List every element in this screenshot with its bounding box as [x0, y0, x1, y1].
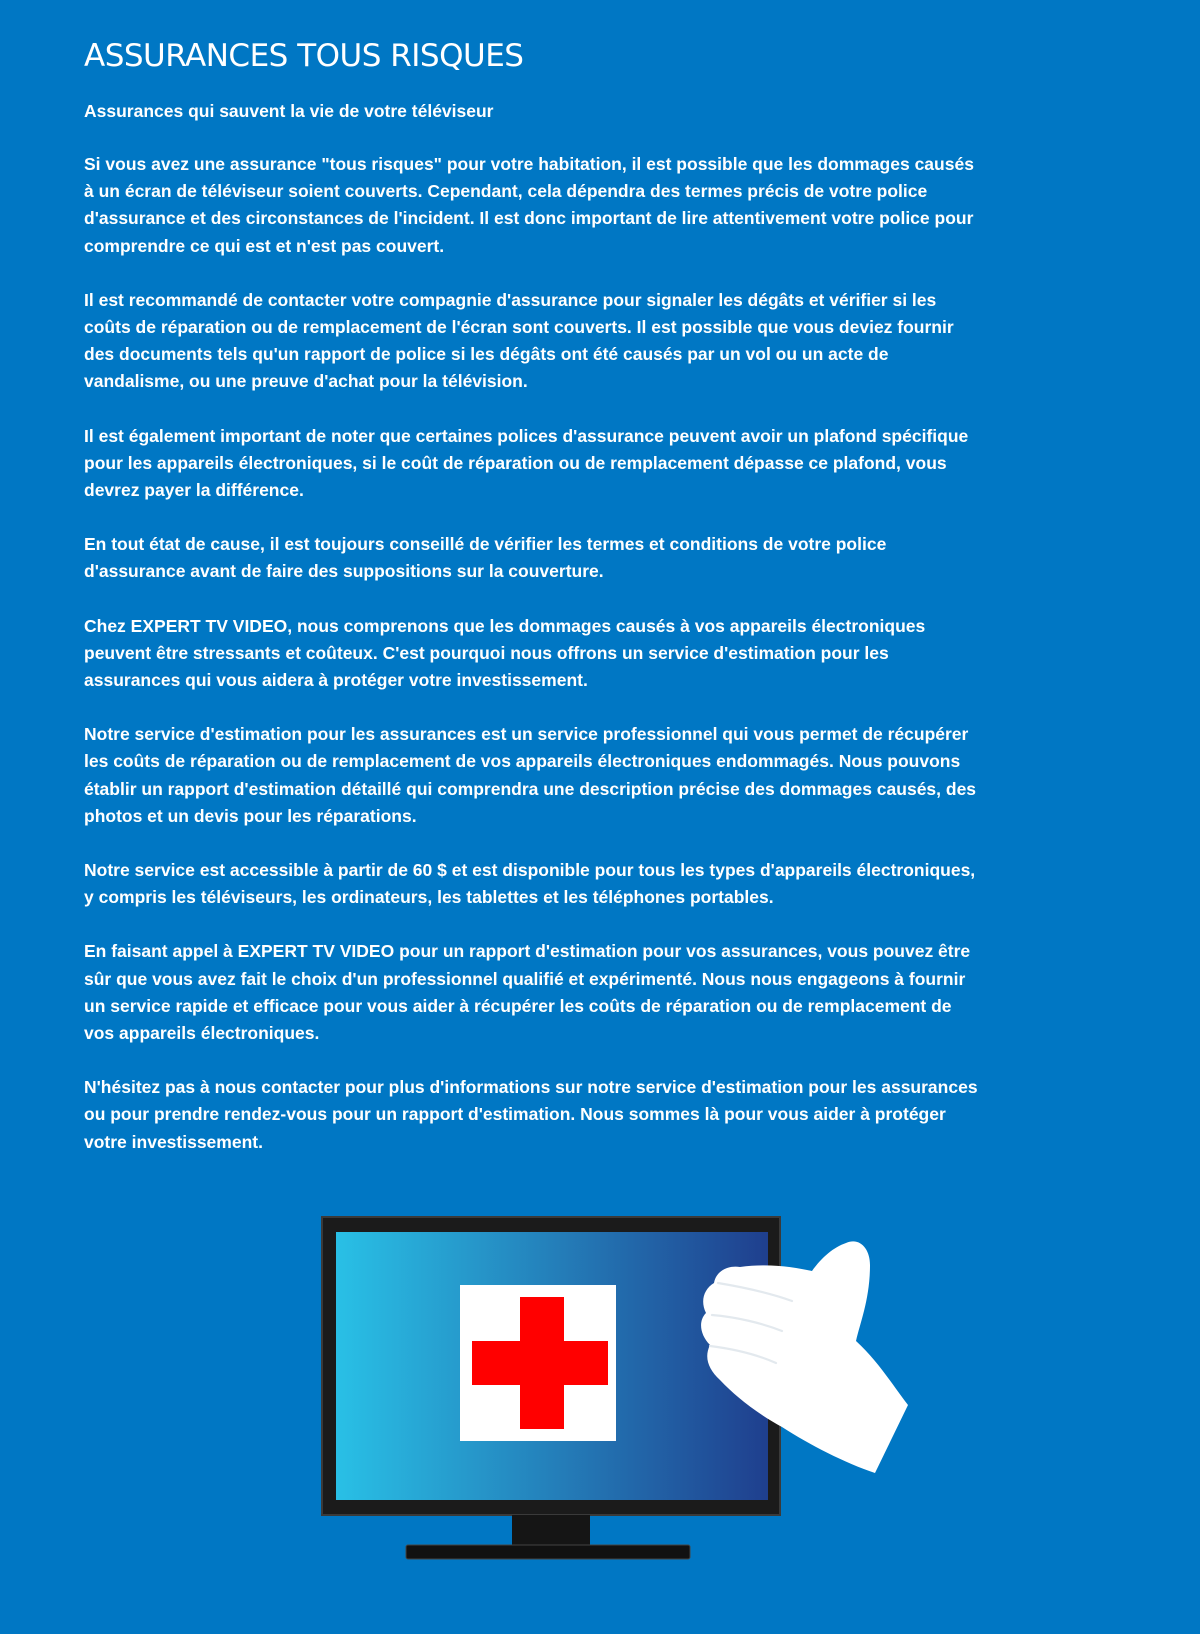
paragraph-call-to-action: N'hésitez pas à nous contacter pour plus d'informations sur notre service d'estimation pour les assurances ou pour prendre rendez-vous pour un rapport d'estimation. Nous sommes là pour vous aider à protéger votre investissement. [84, 1077, 978, 1152]
page-subtitle: Assurances qui sauvent la vie de votre téléviseur [84, 101, 494, 121]
article [84, 36, 979, 1183]
paragraph-professional: En faisant appel à EXPERT TV VIDEO pour un rapport d'estimation pour vos assurances, vous pouvez être sûr que vous avez fait le choix d'un professionnel qualifié et expérimenté. Nous nous engageons à fournir un service rapide et efficace pour vous aider à récupérer les coûts de réparation ou de remplacement de vos appareils électroniques. [84, 941, 971, 1044]
paragraph-coverage: Si vous avez une assurance "tous risques" pour votre habitation, il est possible que les dommages causés à un écran de téléviseur soient couverts. Cependant, cela dépendra des termes précis de votre police d'assurance et des circonstances de l'incident. Il est donc important de lire attentivement votre police pour comprendre ce qui est et n'est pas couvert. [84, 154, 974, 256]
paragraph-estimation-service: Notre service d'estimation pour les assurances est un service professionnel qui vous permet de récupérer les coûts de réparation ou de remplacement de vos appareils électroniques endommagés. Nous pouvons établir un rapport d'estimation détaillé qui comprendra une description précise des dommages causés, des photos et un devis pour les réparations. [84, 724, 977, 826]
red-cross-icon [460, 1285, 616, 1441]
tv-insurance-illustration [300, 1205, 920, 1565]
paragraph-advice: En tout état de cause, il est toujours conseillé de vérifier les termes et conditions de votre police d'assurance avant de faire des suppositions sur la couverture. [84, 534, 887, 582]
paragraph-contact-insurer: Il est recommandé de contacter votre compagnie d'assurance pour signaler les dégâts et vérifier si les coûts de réparation ou de remplacement de l'écran sont couverts. Il est possible que vous deviez fournir des documents tels qu'un rapport de police si les dégâts ont été causés par un vol ou un acte de vandalisme, ou une preuve d'achat pour la télévision. [84, 289, 954, 392]
page-title: ASSURANCES TOUS RISQUES [84, 38, 524, 74]
paragraph-expert-tv-video: Chez EXPERT TV VIDEO, nous comprenons que les dommages causés à vos appareils électroniques peuvent être stressants et coûteux. C'est pourquoi nous offrons un service d'estimation pour les assurances qui vous aidera à protéger votre investissement. [84, 615, 926, 691]
paragraph-ceiling: Il est également important de noter que certaines polices d'assurance peuvent avoir un plafond spécifique pour les appareils électroniques, si le coût de réparation ou de remplacement dépasse ce plafond, vous devrez payer la différence. [84, 425, 969, 501]
paragraph-price: Notre service est accessible à partir de 60 $ et est disponible pour tous les types d'appareils électroniques, y compris les téléviseurs, les ordinateurs, les tablettes et les téléphones portables. [84, 860, 976, 908]
